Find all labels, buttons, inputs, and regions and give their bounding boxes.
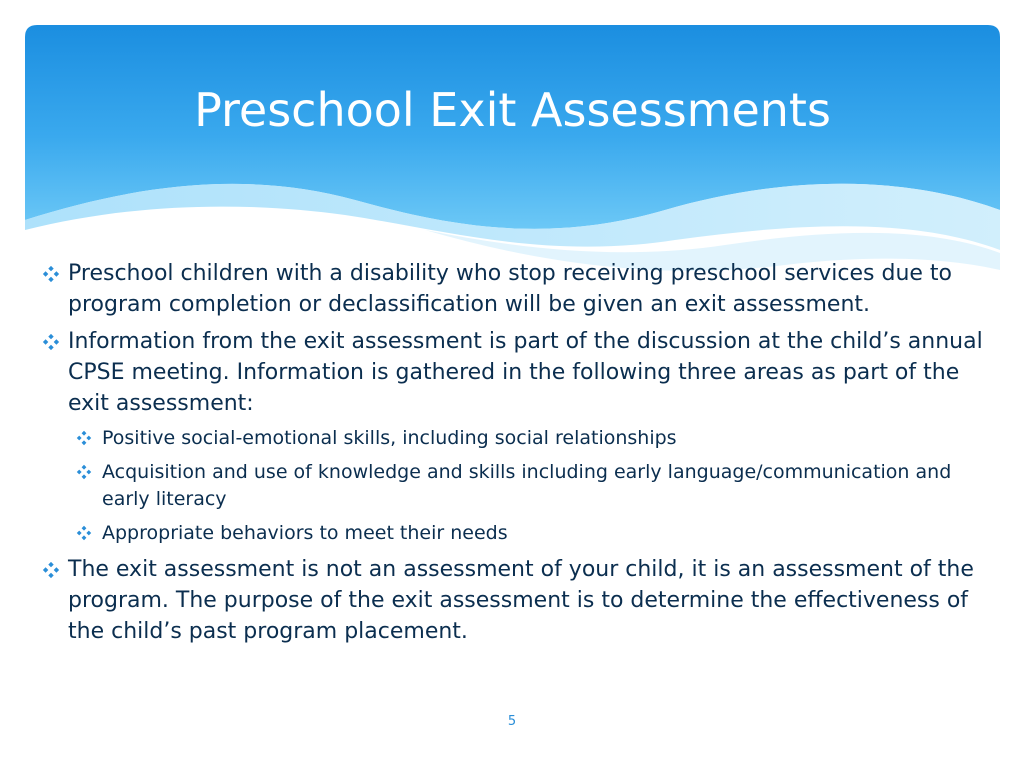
- bullet-item: [38, 554, 988, 647]
- bullet-text: The exit assessment is not an assessment of your child, it is an assessment of the program. The purpose of the exit assessment is to determine the effectiveness of the child’s past program placement.: [68, 557, 974, 644]
- wave-banner-graphic: [25, 25, 1000, 285]
- bullet-text: Preschool children with a disability who stop receiving preschool services due to program completion or declassification will be given an exit assessment.: [68, 261, 953, 317]
- bullet-item: [38, 258, 988, 320]
- sub-bullet-text: Appropriate behaviors to meet their needs: [102, 522, 508, 544]
- diamond-bullet-icon: [42, 561, 60, 579]
- slide-title: Preschool Exit Assessments: [194, 83, 831, 137]
- sub-bullet-item: [38, 520, 988, 547]
- sub-bullet-text: Positive social-emotional skills, including social relationships: [102, 427, 677, 449]
- diamond-bullet-icon: [42, 265, 60, 283]
- title-banner: [25, 25, 1000, 285]
- diamond-bullet-icon: [42, 333, 60, 351]
- sub-bullet-text: Acquisition and use of knowledge and skills including early language/communication and early literacy: [102, 461, 952, 510]
- diamond-bullet-icon: [76, 464, 92, 480]
- diamond-bullet-icon: [76, 430, 92, 446]
- diamond-bullet-icon: [76, 525, 92, 541]
- bullet-item: [38, 326, 988, 419]
- sub-bullet-item: [38, 459, 988, 513]
- bullet-text: Information from the exit assessment is part of the discussion at the child’s annual CPSE meeting. Information is gathered in the following three areas as part of the exit assessment:: [68, 329, 983, 416]
- page-number: 5: [507, 714, 517, 729]
- sub-bullet-item: [38, 425, 988, 452]
- bullet-list: [38, 258, 988, 653]
